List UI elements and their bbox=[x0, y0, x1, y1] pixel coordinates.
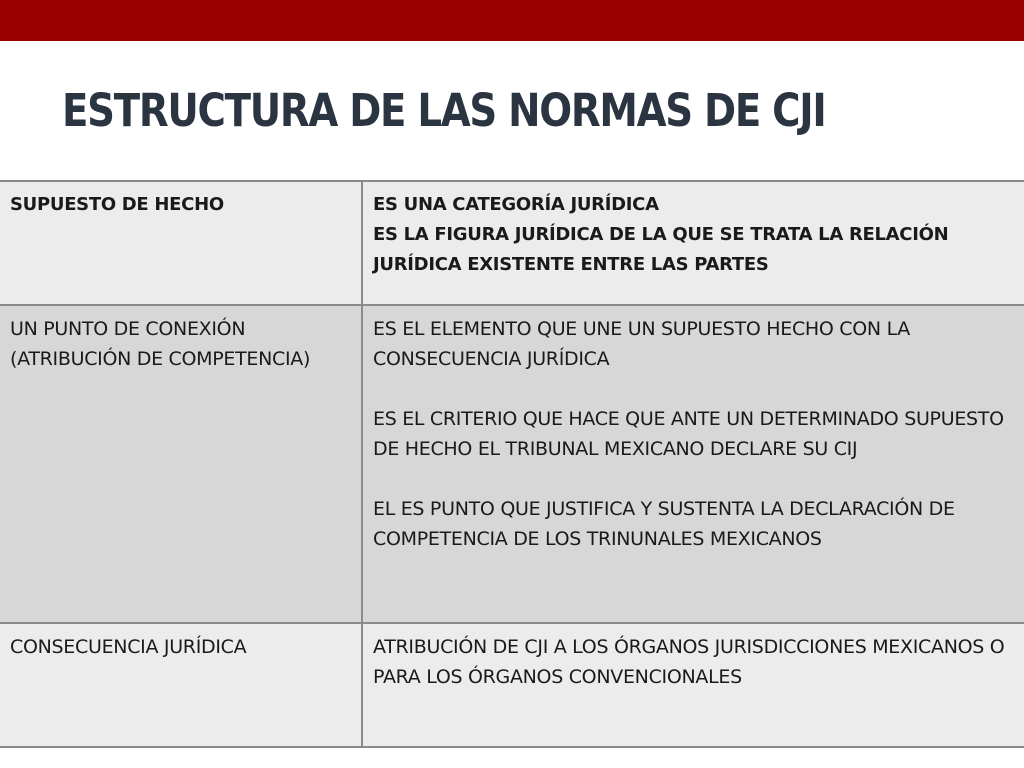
cell-line: ES LA FIGURA JURÍDICA DE LA QUE SE TRATA LA RELACIÓN JURÍDICA EXISTENTE ENTRE LAS PARTES bbox=[373, 224, 949, 275]
cell-line: ES EL CRITERIO QUE HACE QUE ANTE UN DETERMINADO SUPUESTO DE HECHO EL TRIBUNAL MEXICANO DECLARE SU CIJ bbox=[373, 408, 1004, 460]
norms-structure-table bbox=[0, 180, 1024, 748]
cell-label-text: CONSECUENCIA JURÍDICA bbox=[10, 636, 247, 658]
table-row-consecuencia bbox=[0, 623, 1024, 747]
row-label-consecuencia bbox=[0, 623, 362, 747]
table-row-supuesto bbox=[0, 181, 1024, 305]
row-description-punto-conexion bbox=[362, 305, 1024, 623]
row-label-punto-conexion bbox=[0, 305, 362, 623]
cell-line: EL ES PUNTO QUE JUSTIFICA Y SUSTENTA LA DECLARACIÓN DE COMPETENCIA DE LOS TRINUNALES MEXICANOS bbox=[373, 498, 955, 550]
table-row-punto-conexion bbox=[0, 305, 1024, 623]
cell-line: ATRIBUCIÓN DE CJI A LOS ÓRGANOS JURISDICCIONES MEXICANOS O PARA LOS ÓRGANOS CONVENCIONALES bbox=[373, 636, 1005, 688]
row-description-supuesto bbox=[362, 181, 1024, 305]
slide-title: ESTRUCTURA DE LAS NORMAS DE CJI bbox=[62, 84, 826, 137]
top-accent-bar bbox=[0, 0, 1024, 41]
row-description-consecuencia bbox=[362, 623, 1024, 747]
row-label-supuesto bbox=[0, 181, 362, 305]
norms-table-container bbox=[0, 180, 1024, 748]
cell-label-text: SUPUESTO DE HECHO bbox=[10, 194, 224, 215]
cell-label-text: UN PUNTO DE CONEXIÓN (ATRIBUCIÓN DE COMPETENCIA) bbox=[10, 318, 311, 370]
cell-line: ES UNA CATEGORÍA JURÍDICA bbox=[373, 194, 659, 215]
cell-line: ES EL ELEMENTO QUE UNE UN SUPUESTO HECHO CON LA CONSECUENCIA JURÍDICA bbox=[373, 318, 911, 370]
